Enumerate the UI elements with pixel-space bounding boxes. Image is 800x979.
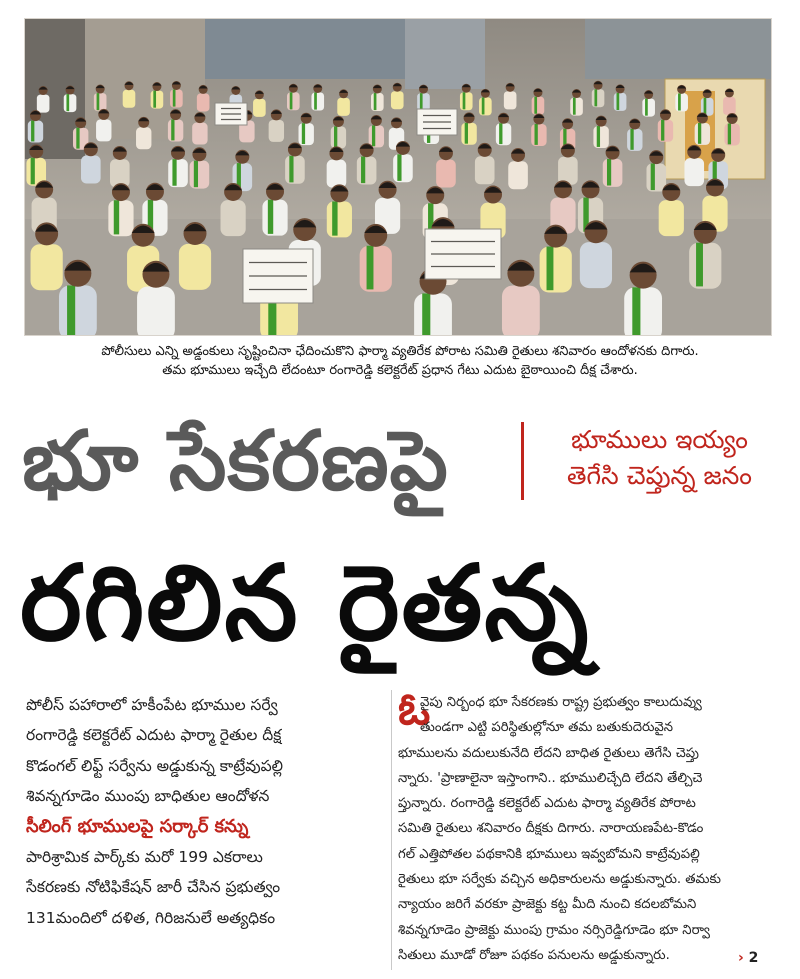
photo-caption bbox=[24, 342, 776, 380]
bullet-point: 131మందిలో దళిత, గిరిజనులే అత్యధికం bbox=[26, 908, 276, 927]
person bbox=[96, 119, 111, 141]
person bbox=[646, 163, 666, 191]
green-scarf bbox=[367, 246, 374, 290]
green-scarf bbox=[651, 163, 655, 190]
green-scarf bbox=[594, 89, 597, 106]
green-scarf bbox=[171, 120, 174, 141]
green-scarf bbox=[704, 98, 707, 115]
person bbox=[331, 126, 346, 148]
person bbox=[659, 200, 684, 236]
chevron-right-icon: › bbox=[738, 950, 744, 966]
green-scarf bbox=[114, 200, 119, 234]
green-scarf bbox=[372, 125, 375, 146]
person bbox=[253, 99, 266, 117]
person bbox=[269, 120, 284, 142]
person bbox=[137, 286, 175, 336]
caption-line: తమ భూములు ఇచ్చేది లేదంటూ రంగారెడ్డి కలెక్టరేట్ ప్రధాన గేటు ఎదుట బైఠాయించి దీక్ష చేశారు. bbox=[162, 363, 638, 378]
green-scarf bbox=[463, 92, 466, 109]
article-body bbox=[398, 684, 776, 968]
article-line: సితులు మూడో రోజూ పథకం పనులను అడ్డుకున్నారు. bbox=[398, 947, 670, 963]
person bbox=[31, 244, 63, 290]
green-scarf bbox=[194, 161, 198, 188]
article-line: ప్తున్నారు. రంగారెడ్డి కలెక్టరేట్ ఎదుట ఫార్మా వ్యతిరేక పోరాట bbox=[398, 796, 696, 812]
person bbox=[502, 285, 540, 336]
person bbox=[123, 90, 136, 108]
kicker-box bbox=[521, 422, 781, 500]
green-scarf bbox=[465, 123, 468, 144]
article-line: న్నారు. 'ప్రాణాలైనా ఇస్తాంగాని.. భూములిచ్చేది లేదని తేల్చిచె bbox=[398, 770, 703, 786]
green-scarf bbox=[678, 93, 681, 110]
green-scarf bbox=[173, 90, 176, 107]
green-scarf bbox=[397, 154, 401, 181]
person bbox=[414, 293, 452, 336]
green-scarf bbox=[290, 92, 293, 109]
green-scarf bbox=[302, 123, 305, 144]
article-line: న్యాయం జరిగే వరకూ ప్రాజెక్టు కట్ట మీది నుంచి కదలబోమని bbox=[398, 897, 697, 913]
person bbox=[64, 94, 77, 112]
person bbox=[285, 156, 305, 184]
person bbox=[311, 93, 324, 111]
person bbox=[151, 91, 164, 109]
person bbox=[391, 91, 404, 109]
person bbox=[614, 93, 627, 111]
person bbox=[592, 89, 605, 107]
green-scarf bbox=[66, 94, 69, 111]
person bbox=[689, 243, 721, 289]
continued-page-number: 2 bbox=[748, 950, 759, 966]
green-scarf bbox=[332, 201, 337, 235]
article-line: తుండగా ఎట్టి పరిస్థితుల్లోనూ తమ బతుకుదెరువైన bbox=[420, 720, 674, 736]
person bbox=[360, 246, 392, 292]
person bbox=[475, 156, 495, 184]
green-scarf bbox=[597, 126, 600, 147]
headline-main: రగిలిన రైతన్న bbox=[20, 542, 591, 664]
bullet-point: సేకరణకు నోటిఫికేషన్ జారీ చేసిన ప్రభుత్వం bbox=[26, 878, 281, 897]
green-scarf bbox=[573, 98, 576, 115]
person bbox=[508, 161, 528, 189]
green-scarf bbox=[361, 157, 365, 184]
person bbox=[540, 247, 572, 293]
green-scarf bbox=[172, 159, 176, 186]
person bbox=[417, 93, 430, 111]
green-scarf bbox=[661, 120, 664, 141]
green-scarf bbox=[482, 97, 485, 114]
person bbox=[327, 201, 352, 237]
green-scarf bbox=[632, 287, 640, 336]
bullet-point: రంగారెడ్డి కలెక్టరేట్ ఎదుట ఫార్మా రైతుల దీక్ష bbox=[26, 726, 282, 745]
person bbox=[108, 200, 133, 236]
person bbox=[393, 154, 413, 182]
person bbox=[580, 242, 612, 288]
person bbox=[337, 98, 350, 116]
green-scarf bbox=[535, 124, 538, 145]
green-scarf bbox=[630, 129, 633, 150]
person bbox=[627, 129, 642, 151]
green-scarf bbox=[67, 285, 75, 336]
bullet-point: శివన్నగూడెం ముంపు బాధితుల ఆందోళన bbox=[26, 787, 270, 806]
person bbox=[221, 200, 246, 236]
bullet-point: పారిశ్రామిక పార్క్‌కు మరో 199 ఎకరాలు bbox=[26, 847, 263, 866]
green-scarf bbox=[268, 200, 273, 234]
green-scarf bbox=[534, 97, 537, 114]
person bbox=[168, 159, 188, 187]
green-scarf bbox=[334, 126, 337, 147]
green-scarf bbox=[422, 293, 430, 336]
person bbox=[504, 91, 517, 109]
person bbox=[658, 120, 673, 142]
person bbox=[192, 123, 207, 145]
person bbox=[593, 126, 608, 148]
bullet-point: కొడంగల్ లిఫ్ట్ సర్వేను అడ్డుకున్న కాట్రేవుపల్లి bbox=[26, 756, 284, 775]
article-line: రైతులు భూ సర్వేకు వచ్చిన అధికారులను అడ్డుకున్నారు. తమకు bbox=[398, 872, 721, 888]
green-scarf bbox=[728, 123, 731, 144]
person bbox=[436, 160, 456, 188]
green-scarf bbox=[698, 123, 701, 144]
green-scarf bbox=[607, 159, 611, 186]
person bbox=[684, 158, 704, 186]
green-scarf bbox=[645, 99, 648, 116]
person bbox=[461, 123, 476, 145]
person bbox=[532, 97, 545, 115]
person bbox=[603, 159, 623, 187]
green-scarf bbox=[617, 93, 620, 110]
green-scarf bbox=[97, 93, 100, 110]
green-scarf bbox=[31, 121, 34, 142]
person bbox=[28, 121, 43, 143]
person bbox=[496, 123, 511, 145]
person bbox=[570, 98, 583, 116]
green-scarf bbox=[76, 128, 79, 149]
article-line: శివన్నగూడెం ప్రాజెక్టు ముంపు గ్రామం నర్సిరెడ్డిగూడెం భూ నిర్వా bbox=[398, 922, 710, 938]
person bbox=[59, 285, 97, 336]
green-scarf bbox=[374, 93, 377, 110]
article-line: సమితి రైతులు శనివారం దీక్షకు దిగారు. నారాయణపేట-కొడం bbox=[398, 821, 704, 837]
person bbox=[723, 97, 736, 115]
green-scarf bbox=[420, 93, 423, 110]
person bbox=[675, 93, 688, 111]
person bbox=[357, 157, 377, 185]
green-scarf bbox=[314, 93, 317, 110]
person bbox=[299, 123, 314, 145]
person bbox=[170, 90, 183, 108]
person bbox=[531, 124, 546, 146]
article-line: భూములను వదులుకునేది లేదని బాధిత రైతులు తెగేసి చెప్తు bbox=[398, 745, 699, 761]
person bbox=[197, 93, 210, 111]
person bbox=[695, 123, 710, 145]
article-line: వైపు నిర్బంధ భూ సేకరణకు రాష్ట్ర ప్రభుత్వం కాలుదువ్వు bbox=[420, 695, 702, 710]
person bbox=[190, 161, 210, 189]
highlight-point: సీలింగ్ భూములపై సర్కార్ కన్ను bbox=[26, 815, 249, 837]
green-scarf bbox=[153, 91, 156, 108]
green-scarf bbox=[31, 158, 35, 185]
continued-on-page[interactable] bbox=[738, 950, 758, 966]
person bbox=[460, 92, 473, 110]
column-divider bbox=[391, 690, 392, 970]
person bbox=[624, 287, 662, 336]
bullet-point: పోలీస్ పహారాలో హకీంపేట భూముల సర్వే bbox=[26, 696, 278, 714]
person bbox=[371, 93, 384, 111]
kicker-line: భూములు ఇయ్యం bbox=[571, 425, 748, 454]
headline-top: భూ సేకరణపై bbox=[22, 414, 449, 509]
person bbox=[479, 97, 492, 115]
person bbox=[168, 120, 183, 142]
green-scarf bbox=[289, 156, 293, 183]
person bbox=[327, 160, 347, 188]
protest-scene-illustration bbox=[25, 19, 772, 336]
kicker-line: తెగేసి చెప్తున్న జనం bbox=[567, 461, 752, 490]
person bbox=[724, 123, 739, 145]
green-scarf bbox=[499, 123, 502, 144]
protest-photo bbox=[24, 18, 772, 336]
person bbox=[81, 156, 101, 184]
person bbox=[136, 127, 151, 149]
person bbox=[369, 125, 384, 147]
person bbox=[262, 200, 287, 236]
person bbox=[179, 244, 211, 290]
highlights-list bbox=[26, 690, 382, 933]
person bbox=[37, 95, 50, 113]
caption-line: పోలీసులు ఎన్ని అడ్డంకులు సృష్టించినా ఛేదించుకొని ఫార్మా వ్యతిరేక పోరాట సమితి రైతులు శనివారం ఆందోళనకు దిగారు. bbox=[101, 344, 699, 359]
green-scarf bbox=[696, 243, 703, 287]
green-scarf bbox=[547, 247, 554, 291]
person bbox=[642, 99, 655, 117]
person bbox=[94, 93, 107, 111]
person bbox=[287, 92, 300, 110]
person bbox=[110, 159, 130, 187]
article-line: గల్ ఎత్తిపోతల పథకానికి భూములు ఇవ్వబోమని కాట్రేవుపల్లి bbox=[398, 846, 700, 862]
drop-cap: ఓ bbox=[398, 684, 431, 735]
